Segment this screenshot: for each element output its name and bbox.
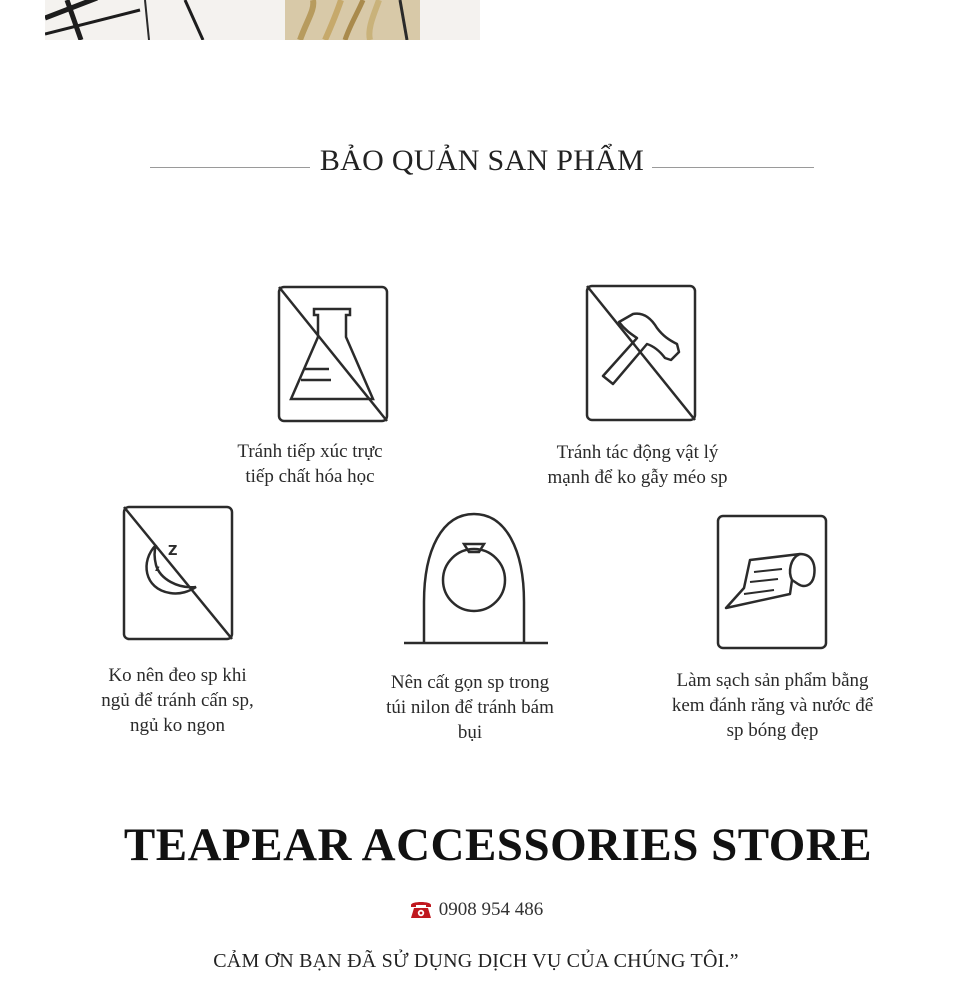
title-divider-right — [652, 167, 814, 168]
caption-line: Tránh tác động vật lý — [556, 442, 719, 463]
header-photo — [45, 0, 480, 40]
photo-fragment-graphic — [45, 0, 480, 40]
caption-line: tiếp chất hóa học — [245, 466, 375, 487]
caption-line: Làm sạch sản phẩm bằng — [676, 670, 869, 691]
caption-line: Tránh tiếp xúc trực — [237, 441, 383, 462]
caption-line: túi nilon để tránh bám — [386, 697, 554, 718]
no-hammer-icon — [585, 284, 697, 422]
care-item-hammer — [535, 284, 740, 494]
no-sleep-icon — [122, 505, 234, 641]
section-title-text: BẢO QUẢN SAN PHẨM — [319, 144, 645, 177]
store-name: TEAPEAR ACCESSORIES STORE — [123, 819, 873, 871]
thank-you-message: CẢM ƠN BẠN ĐÃ SỬ DỤNG DỊCH VỤ CỦA CHÚNG TÔI.” — [213, 950, 739, 972]
caption-line: ngủ để tránh cấn sp, — [101, 690, 254, 711]
svg-text:Z: Z — [168, 544, 178, 559]
caption-line: bụi — [457, 722, 483, 743]
caption-line: kem đánh răng và nước để — [671, 695, 874, 716]
no-chemical-icon — [277, 285, 389, 425]
caption-line: Nên cất gọn sp trong — [390, 672, 550, 693]
caption-line: mạnh để ko gẫy méo sp — [547, 467, 728, 488]
care-section-title — [150, 140, 814, 190]
ring-bag-icon — [402, 510, 550, 650]
care-item-chemical — [220, 285, 400, 495]
caption-line: sp bóng đẹp — [726, 720, 819, 741]
telephone-icon — [409, 899, 433, 919]
svg-text:z: z — [155, 564, 160, 573]
phone-row — [0, 899, 952, 921]
phone-number[interactable]: 0908 954 486 — [438, 899, 544, 920]
care-item-sleep — [85, 505, 270, 740]
care-item-bag — [372, 510, 568, 745]
cleaning-icon — [716, 514, 828, 650]
caption-line: ngủ ko ngon — [130, 715, 225, 736]
caption-line: Ko nên đeo sp khi — [108, 665, 247, 686]
care-item-cleaning — [655, 514, 890, 744]
